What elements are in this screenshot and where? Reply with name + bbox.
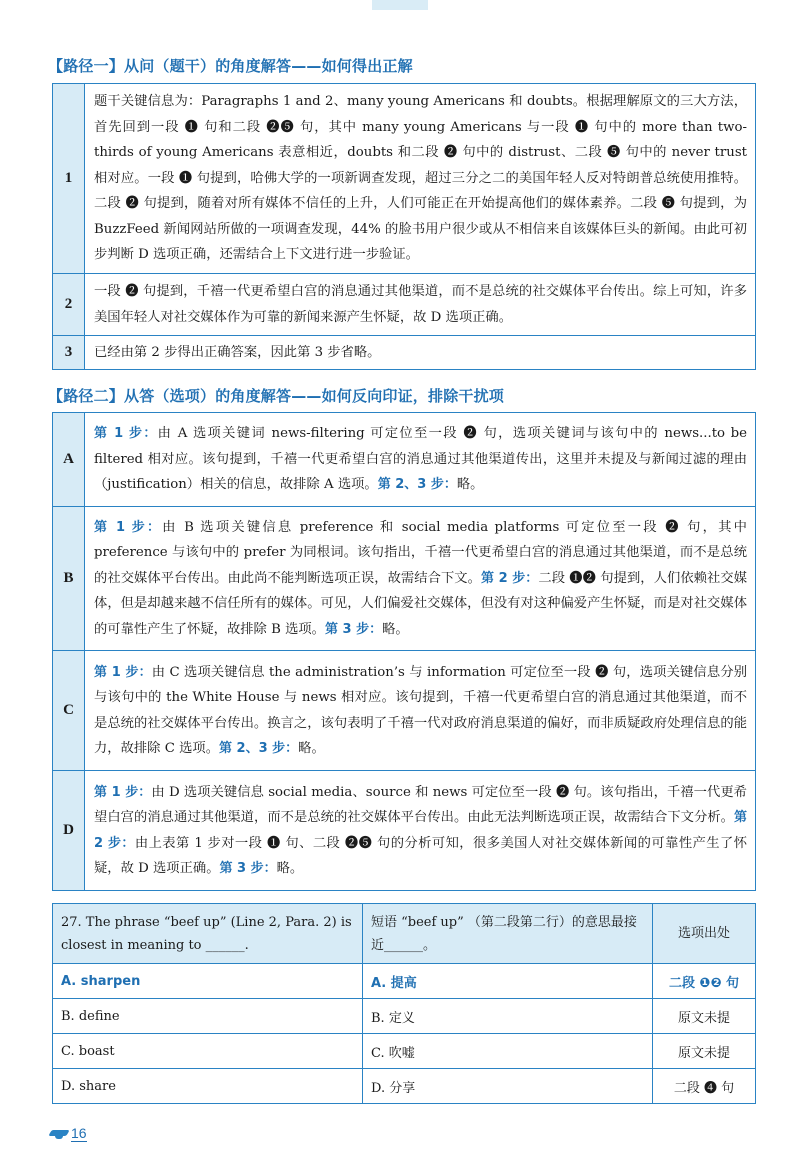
option-source: 二段 ❹ 句 — [653, 1069, 756, 1104]
page-number: 16 — [71, 1125, 87, 1141]
question-table — [52, 903, 756, 1104]
path1-table — [52, 83, 756, 370]
path2-title: 【路径二】从答（选项）的角度解答——如何反向印证，排除干扰项 — [48, 387, 505, 405]
path1-row — [53, 274, 756, 336]
option-source: 二段 ❶❷ 句 — [653, 964, 756, 999]
step-heading: 第 1 步： — [94, 519, 163, 535]
option-label: A — [53, 413, 85, 507]
option-analysis — [85, 413, 756, 507]
option-label: B — [53, 507, 85, 651]
option-zh: B. 定义 — [363, 999, 653, 1034]
option-label: D — [53, 771, 85, 891]
option-en: D. share — [53, 1069, 363, 1104]
step-label: 2 — [53, 274, 85, 336]
step-body: 由上表第 1 步对一段 ❶ 句、二段 ❷❺ 句的分析可知，很多美国人对社交媒体新闻的可靠性产生了怀疑，故 D 选项正确。 — [94, 835, 747, 876]
step-heading: 第 1 步： — [94, 426, 158, 442]
path1-row — [53, 336, 756, 370]
source-header: 选项出处 — [653, 904, 756, 964]
step-heading: 第 1 步： — [94, 664, 152, 680]
option-en: A. sharpen — [53, 964, 363, 999]
step-body: 略。 — [298, 741, 325, 756]
option-row — [53, 999, 756, 1034]
step-heading: 第 2 步： — [481, 570, 539, 586]
option-row — [53, 1069, 756, 1104]
step-body: 略。 — [382, 621, 409, 637]
step-body: 略。 — [276, 861, 304, 876]
path1-title: 【路径一】从问（题干）的角度解答——如何得出正解 — [48, 57, 413, 75]
step-heading: 第 2、3 步： — [377, 477, 457, 493]
step-body: 由 A 选项关键词 news-filtering 可定位至一段 ❷ 句，选项关键词与该句中的 news...to be filtered 相对应。该句提到，千禧一代更希望白宫的消息通过其他渠道传出，这里并未提及与新闻过滤的理由（justification）相关的信息，故排除 A 选项。 — [94, 426, 747, 493]
option-row — [53, 964, 756, 999]
path2-table — [52, 412, 756, 891]
step-body: 由 D 选项关键信息 social media、source 和 news 可定位至一段 ❷ 句。该句指出，千禧一代更希望白宫的消息通过其他渠道，而不是总统的社交媒体平台传出。由此无法判断选项正误，故需结合下文分析。 — [94, 784, 747, 825]
option-row-b — [53, 507, 756, 651]
step-heading: 第 3 步： — [324, 621, 383, 637]
step-heading: 第 2、3 步： — [219, 741, 299, 756]
graduation-cap-icon — [50, 1128, 68, 1140]
option-zh: A. 提高 — [363, 964, 653, 999]
step-heading: 第 3 步： — [219, 861, 277, 876]
path1-row — [53, 84, 756, 274]
option-source: 原文未提 — [653, 1034, 756, 1069]
option-row-d — [53, 771, 756, 891]
option-analysis — [85, 651, 756, 771]
option-en: C. boast — [53, 1034, 363, 1069]
step-text: 题干关键信息为：Paragraphs 1 and 2、many young Americans 和 doubts。根据理解原文的三大方法，首先回到一段 ❶ 句和二段 ❷❺ 句，其中 many young Americans 与一段 ❶ 句中的 more than two-thirds of young Americans 表意相近，doubts 和二段 ❷ 句中的 distrust、二段 ❺ 句中的 never trust 相对应。一段 ❶ 句提到，哈佛大学的一项新调查发现，超过三分之二的美国年轻人反对特朗普总统使用推特。二段 ❷ 句提到，随着对所有媒体不信任的上升，人们可能正在开始提高他们的媒体素养。二段 ❺ 句提到，为 BuzzFeed 新闻网站所做的一项调查发现，44% 的脸书用户很少或从不相信来自该媒体巨头的新闻。由此可初步判断 D 选项正确，还需结合上下文进行进一步验证。 — [85, 84, 756, 274]
step-body: 二段 ❶❷ 句提到，人们依赖社交媒体，但是却越来越不信任所有的媒体。可见，人们偏爱社交媒体，但没有对这种偏爱产生怀疑，而是对社交媒体的可靠性产生了怀疑，故排除 B 选项。 — [94, 570, 748, 637]
option-row — [53, 1034, 756, 1069]
step-body: 由 C 选项关键信息 the administration’s 与 information 可定位至一段 ❷ 句，选项关键信息分别与该句中的 the White House 与 news 相对应。该句提到，千禧一代更希望白宫的消息通过其他渠道，而不是总统的社交媒体平台传出。换言之，该句表明了千禧一代对政府消息渠道的偏好，而非质疑政府处理信息的能力，故排除 C 选项。 — [94, 664, 747, 756]
option-zh: C. 吹嘘 — [363, 1034, 653, 1069]
step-body: 由 B 选项关键信息 preference 和 social media platforms 可定位至一段 ❷ 句，其中 preference 与该句中的 prefer 为同根词。该句指出，千禧一代更希望白宫的消息通过其他渠道，而不是总统的社交媒体平台传出。由此尚不能判断选项正误，故需结合下文。 — [94, 519, 747, 586]
question-text-en: 27. The phrase “beef up” (Line 2, Para. 2) is closest in meaning to ______. — [53, 904, 363, 964]
question-header-row — [53, 904, 756, 964]
question-text-zh: 短语 “beef up” （第二段第二行）的意思最接近______。 — [363, 904, 653, 964]
option-row-a — [53, 413, 756, 507]
step-heading: 第 1 步： — [94, 784, 152, 800]
option-analysis — [85, 507, 756, 651]
step-label: 3 — [53, 336, 85, 370]
option-row-c — [53, 651, 756, 771]
step-text: 已经由第 2 步得出正确答案，因此第 3 步省略。 — [85, 336, 756, 370]
top-tab-decoration — [372, 0, 428, 10]
step-heading: 第 2 步： — [94, 810, 747, 851]
option-analysis — [85, 771, 756, 891]
option-source: 原文未提 — [653, 999, 756, 1034]
step-body: 略。 — [456, 477, 484, 493]
option-en: B. define — [53, 999, 363, 1034]
option-zh: D. 分享 — [363, 1069, 653, 1104]
page-footer — [50, 1126, 87, 1142]
step-text: 一段 ❷ 句提到，千禧一代更希望白宫的消息通过其他渠道，而不是总统的社交媒体平台传出。综上可知，许多美国年轻人对社交媒体作为可靠的新闻来源产生怀疑，故 D 选项正确。 — [85, 274, 756, 336]
step-label: 1 — [53, 84, 85, 274]
option-label: C — [53, 651, 85, 771]
